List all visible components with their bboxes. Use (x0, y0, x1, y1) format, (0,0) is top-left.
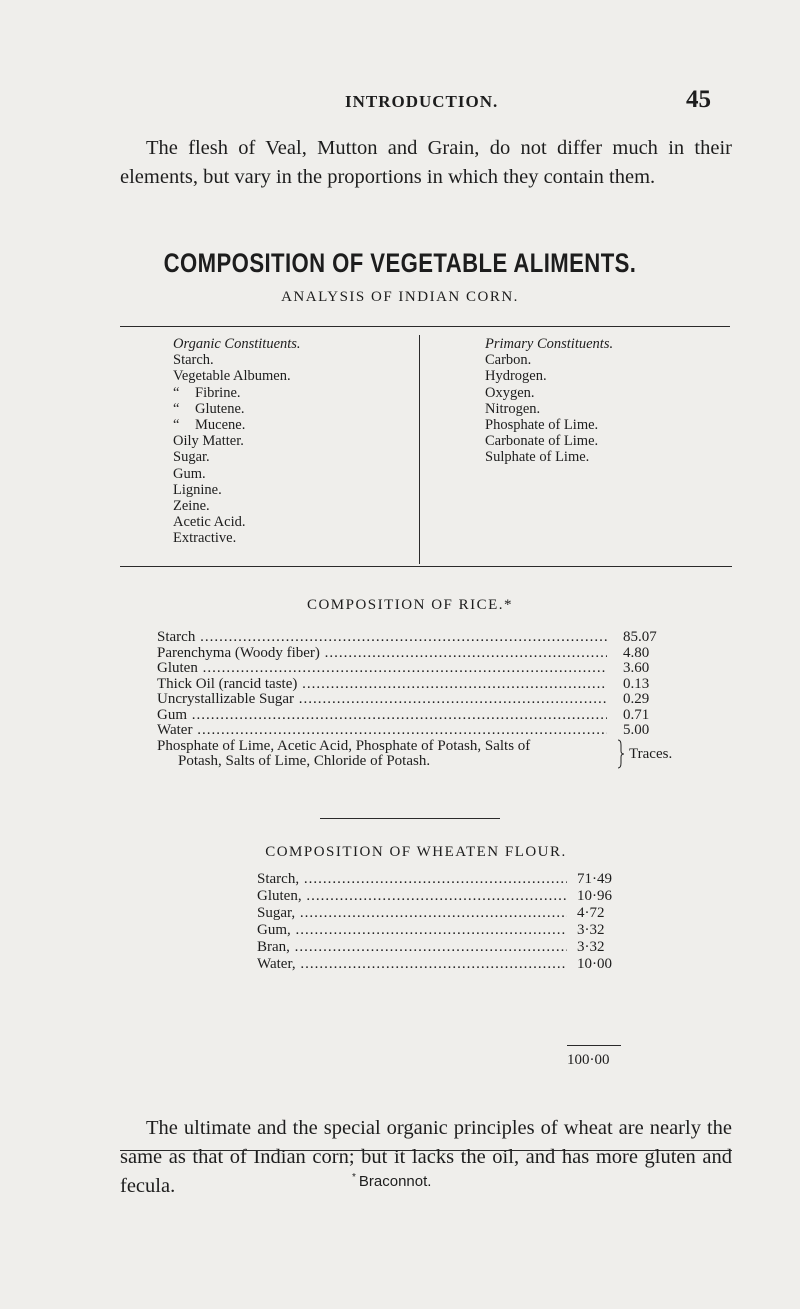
wheat-row-value: 10·00 (577, 956, 612, 973)
rice-heading: COMPOSITION OF RICE.* (306, 597, 514, 613)
footnote-text: Braconnot. (358, 1173, 432, 1190)
wheat-composition-table (257, 871, 627, 974)
rice-row (157, 723, 652, 739)
rice-row (157, 708, 652, 724)
primary-item: Nitrogen. (485, 400, 541, 417)
wheat-row-label: Bran, ..... (257, 939, 567, 956)
wheat-row-value: 3·32 (577, 922, 605, 939)
running-head (0, 86, 800, 114)
rice-row (157, 629, 657, 646)
primary-item: Phosphate of Lime. (485, 417, 599, 434)
wheat-row (257, 939, 627, 956)
rice-row-value: 5.00 (623, 722, 650, 738)
wheat-row-value: 10·96 (577, 888, 612, 905)
organic-item: “ Mucene. (173, 417, 246, 434)
brace-icon (617, 739, 625, 769)
rice-row-value: 3.60 (623, 660, 650, 676)
organic-item: Oily Matter. (173, 433, 244, 450)
primary-item: Carbonate of Lime. (485, 433, 599, 450)
organic-item: “ Fibrine. (173, 384, 241, 401)
rice-row-value: 0.29 (623, 691, 650, 707)
footnote (352, 1172, 431, 1190)
wheat-row-label: Sugar, ..... (257, 905, 567, 922)
wheat-total: 100·00 (567, 1052, 610, 1068)
rice-row (157, 692, 652, 708)
traces-value: Traces. (629, 745, 673, 762)
rice-row (157, 677, 652, 693)
wheat-row-label: Water, ..... (257, 956, 567, 973)
rice-row-label: Gluten ..... (157, 661, 607, 677)
organic-item: Lignine. (173, 481, 222, 498)
table-top-rule (120, 326, 730, 327)
organic-header: Organic Constituents. (173, 336, 301, 352)
organic-item: Gum. (173, 465, 206, 482)
traces-line-2: Potash, Salts of Lime, Chloride of Potash. (178, 753, 431, 769)
corn-heading: ANALYSIS OF INDIAN CORN. (281, 289, 519, 305)
wheat-row-label: Starch, ..... (257, 871, 567, 888)
ditto-mark: “ (173, 384, 180, 401)
column-divider (419, 335, 420, 564)
primary-item: Sulphate of Lime. (485, 449, 590, 466)
wheat-row-label: Gluten, ..... (257, 888, 567, 905)
organic-item: Extractive. (173, 530, 237, 547)
rice-row-label: Starch ..... (157, 630, 607, 646)
rice-row-label: Parenchyma (Woody fiber) ..... (157, 646, 607, 662)
ditto-mark: “ (173, 417, 180, 434)
primary-item: Carbon. (485, 352, 532, 369)
closing-paragraph: The ultimate and the special organic principles of wheat are nearly the same as that of Indian corn; but it lacks the oil, and has more gluten and fecula. (120, 1117, 732, 1197)
wheat-row (257, 922, 627, 939)
ditto-mark: “ (173, 400, 180, 417)
organic-constituents-column (173, 336, 301, 547)
section-rule (320, 818, 500, 819)
table-bottom-rule (120, 566, 732, 567)
wheat-row-value: 3·32 (577, 939, 605, 956)
wheat-row (257, 888, 627, 905)
rice-row (157, 646, 652, 662)
rice-row-value: 85.07 (623, 629, 657, 645)
primary-item: Oxygen. (485, 384, 535, 401)
footnote-rule (120, 1150, 732, 1151)
wheat-row (257, 871, 627, 888)
intro-paragraph: The flesh of Veal, Mutton and Grain, do not differ much in their elements, but vary in the proportions in which they contain them. (120, 137, 732, 188)
organic-item: “ Glutene. (173, 400, 245, 417)
rice-row-value: 0.71 (623, 706, 650, 723)
rice-row (157, 661, 652, 677)
wheat-row (257, 956, 627, 973)
organic-item: Zeine. (173, 498, 210, 515)
wheat-row-value: 4·72 (577, 905, 605, 922)
primary-item: Hydrogen. (485, 368, 547, 385)
rice-row-label: Water ..... (157, 723, 607, 739)
rice-row-value: 4.80 (623, 644, 650, 661)
sum-rule (567, 1045, 621, 1046)
rice-row-value: 0.13 (623, 675, 650, 692)
traces-line-1: Phosphate of Lime, Acetic Acid, Phosphate of Potash, Salts of (157, 737, 531, 754)
rice-row-label: Uncrystallizable Sugar ..... (157, 692, 607, 708)
organic-item: Acetic Acid. (173, 514, 246, 531)
footnote-mark: * (352, 1172, 356, 1183)
running-title: INTRODUCTION. (345, 92, 499, 111)
main-heading: COMPOSITION OF VEGETABLE ALIMENTS. (163, 248, 637, 278)
page-number: 45 (686, 86, 711, 113)
wheat-row (257, 905, 627, 922)
organic-item: Sugar. (173, 449, 210, 466)
rice-row-label: Gum ..... (157, 708, 607, 724)
organic-item: Vegetable Albumen. (173, 368, 291, 385)
rice-composition-table (157, 629, 673, 772)
rice-traces-row (157, 737, 673, 772)
wheat-row-value: 71·49 (577, 871, 612, 887)
rice-row-label: Thick Oil (rancid taste) ..... (157, 677, 607, 693)
organic-item: Starch. (173, 352, 214, 369)
primary-constituents-column (485, 336, 613, 466)
primary-header: Primary Constituents. (485, 336, 614, 352)
wheat-row-label: Gum, ..... (257, 922, 567, 939)
wheat-heading: COMPOSITION OF WHEATEN FLOUR. (265, 844, 567, 860)
